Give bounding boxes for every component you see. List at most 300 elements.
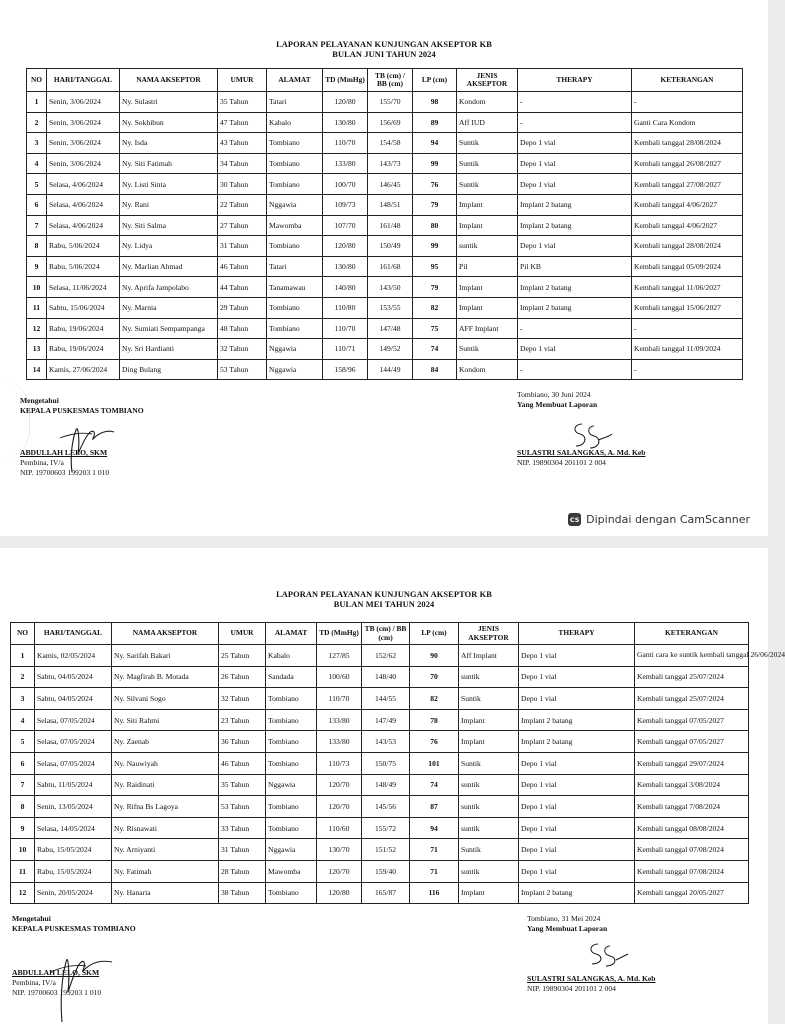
cell-therapy: Depo 1 vial bbox=[519, 752, 635, 774]
cell-no: 12 bbox=[11, 882, 35, 904]
cell-day-date: Senin, 3/06/2024 bbox=[47, 133, 120, 154]
cell-height-weight: 155/72 bbox=[362, 817, 410, 839]
cell-acceptor-type: Kondom bbox=[457, 359, 518, 380]
cell-age: 31 Tahun bbox=[219, 839, 266, 861]
cell-therapy: Depo 1 vial bbox=[519, 688, 635, 710]
cell-notes: Kembali tanggal 07/05/2027 bbox=[635, 731, 749, 753]
cell-address: Tombiano bbox=[266, 709, 317, 731]
cell-height-weight: 156/69 bbox=[368, 112, 413, 133]
cell-acceptor-name: Ny. Fatimah bbox=[112, 860, 219, 882]
cell-height-weight: 159/40 bbox=[362, 860, 410, 882]
cell-waist: 95 bbox=[413, 256, 457, 277]
cell-blood-pressure: 110/70 bbox=[323, 133, 368, 154]
cell-day-date: Selasa, 07/05/2024 bbox=[35, 709, 112, 731]
cell-acceptor-name: Ny. Marlian Ahmad bbox=[120, 256, 218, 277]
cell-address: Tombiano bbox=[266, 688, 317, 710]
cell-day-date: Rabu, 15/05/2024 bbox=[35, 860, 112, 882]
cell-blood-pressure: 120/70 bbox=[317, 774, 362, 796]
visit-table-june bbox=[26, 68, 743, 380]
cell-acceptor-type: Implant bbox=[459, 882, 519, 904]
cell-notes: Kembali tanggal 4/06/2027 bbox=[632, 215, 743, 236]
cell-height-weight: 145/56 bbox=[362, 796, 410, 818]
cell-no: 14 bbox=[27, 359, 47, 380]
cell-acceptor-name: Ny. Magfirah B. Motada bbox=[112, 666, 219, 688]
cell-notes: Kembali tanggal 7/08/2024 bbox=[635, 796, 749, 818]
cell-notes: Kembali tanggal 11/09/2024 bbox=[632, 339, 743, 360]
cell-therapy: Depo 1 vial bbox=[519, 645, 635, 667]
sig-official-name: ABDULLAH LELO, SKM bbox=[12, 968, 100, 977]
cell-notes: Kembali tanggal 3/08/2024 bbox=[635, 774, 749, 796]
cell-acceptor-type: Implant bbox=[457, 297, 518, 318]
cell-height-weight: 151/52 bbox=[362, 839, 410, 861]
table-row bbox=[27, 297, 743, 318]
cell-day-date: Selasa, 07/05/2024 bbox=[35, 731, 112, 753]
cell-waist: 90 bbox=[410, 645, 459, 667]
sig-known-by: Mengetahui bbox=[20, 396, 59, 405]
col-header-acceptor-name: NAMA AKSEPTOR bbox=[112, 623, 219, 645]
sig-reporter-name: SULASTRI SALANGKAS, A. Md. Keb bbox=[517, 448, 646, 457]
cell-therapy: Pil KB bbox=[518, 256, 632, 277]
cell-day-date: Rabu, 19/06/2024 bbox=[47, 339, 120, 360]
cell-therapy: Depo 1 vial bbox=[518, 236, 632, 257]
cell-age: 34 Tahun bbox=[218, 153, 267, 174]
cell-address: Mawomba bbox=[267, 215, 323, 236]
cell-waist: 79 bbox=[413, 277, 457, 298]
cell-therapy: Depo 1 vial bbox=[519, 817, 635, 839]
cell-blood-pressure: 120/80 bbox=[323, 236, 368, 257]
cell-day-date: Senin, 3/06/2024 bbox=[47, 92, 120, 113]
table-row bbox=[27, 153, 743, 174]
cell-no: 3 bbox=[11, 688, 35, 710]
cell-acceptor-type: Implant bbox=[457, 215, 518, 236]
cell-address: Nggawia bbox=[266, 774, 317, 796]
cell-height-weight: 147/48 bbox=[368, 318, 413, 339]
cell-no: 1 bbox=[27, 92, 47, 113]
col-header-age: UMUR bbox=[219, 623, 266, 645]
col-header-blood-pressure: TD (MmHg) bbox=[317, 623, 362, 645]
cell-acceptor-name: Ny. Marnia bbox=[120, 297, 218, 318]
cell-therapy: Implant 2 batang bbox=[519, 731, 635, 753]
sig-official-nip: NIP. 19700603 199203 1 010 bbox=[12, 988, 102, 997]
cell-no: 10 bbox=[27, 277, 47, 298]
cell-no: 4 bbox=[11, 709, 35, 731]
sig-reporter-nip: NIP. 19890304 201101 2 004 bbox=[517, 458, 606, 467]
cell-acceptor-type: Implant bbox=[457, 277, 518, 298]
cell-height-weight: 144/55 bbox=[362, 688, 410, 710]
cell-height-weight: 149/52 bbox=[368, 339, 413, 360]
cell-waist: 78 bbox=[410, 709, 459, 731]
table-header-row bbox=[11, 623, 749, 645]
cell-waist: 76 bbox=[413, 174, 457, 195]
table-row bbox=[27, 215, 743, 236]
cell-day-date: Senin, 3/06/2024 bbox=[47, 112, 120, 133]
cell-acceptor-name: Ny. Sri Hardianti bbox=[120, 339, 218, 360]
cell-address: Nggawia bbox=[266, 839, 317, 861]
table-row bbox=[11, 860, 749, 882]
cell-therapy: Depo 1 vial bbox=[518, 133, 632, 154]
cell-address: Tombiano bbox=[267, 297, 323, 318]
cell-no: 9 bbox=[11, 817, 35, 839]
cell-age: 23 Tahun bbox=[219, 709, 266, 731]
cell-day-date: Kamis, 02/05/2024 bbox=[35, 645, 112, 667]
cell-height-weight: 146/45 bbox=[368, 174, 413, 195]
cell-blood-pressure: 107/70 bbox=[323, 215, 368, 236]
table-row bbox=[11, 752, 749, 774]
col-header-no: NO bbox=[11, 623, 35, 645]
cell-address: Mawomba bbox=[266, 860, 317, 882]
col-header-acceptor-name: NAMA AKSEPTOR bbox=[120, 69, 218, 92]
cell-day-date: Selasa, 4/06/2024 bbox=[47, 174, 120, 195]
sig-position: KEPALA PUSKESMAS TOMBIANO bbox=[20, 406, 144, 415]
cell-day-date: Selasa, 4/06/2024 bbox=[47, 194, 120, 215]
cell-acceptor-type: Implant bbox=[459, 709, 519, 731]
cell-blood-pressure: 133/80 bbox=[323, 153, 368, 174]
cell-age: 38 Tahun bbox=[219, 882, 266, 904]
cell-notes: Kembali tanggal 08/08/2024 bbox=[635, 817, 749, 839]
cell-notes: Kembali tanggal 25/07/2024 bbox=[635, 688, 749, 710]
cell-blood-pressure: 133/80 bbox=[317, 709, 362, 731]
cell-address: Nggawia bbox=[267, 339, 323, 360]
cell-blood-pressure: 110/70 bbox=[323, 318, 368, 339]
cell-acceptor-name: Ny. Nauwiyah bbox=[112, 752, 219, 774]
cell-notes: Kembali tanggal 05/09/2024 bbox=[632, 256, 743, 277]
cell-waist: 99 bbox=[413, 236, 457, 257]
cell-notes: Ganti cara ke suntik kembali tanggal 26/06/2024 bbox=[635, 645, 749, 667]
report-title bbox=[0, 40, 768, 60]
cell-acceptor-name: Ny. Hanaria bbox=[112, 882, 219, 904]
cell-blood-pressure: 130/80 bbox=[323, 256, 368, 277]
cell-blood-pressure: 140/80 bbox=[323, 277, 368, 298]
col-header-no: NO bbox=[27, 69, 47, 92]
col-header-age: UMUR bbox=[218, 69, 267, 92]
cell-notes: Kembali tanggal 20/05/2027 bbox=[635, 882, 749, 904]
sig-reporter-role: Yang Membuat Laporan bbox=[527, 924, 608, 933]
cell-no: 2 bbox=[27, 112, 47, 133]
cell-height-weight: 148/40 bbox=[362, 666, 410, 688]
cell-notes: Kembali tanggal 28/08/2024 bbox=[632, 236, 743, 257]
cell-therapy: Depo 1 vial bbox=[518, 339, 632, 360]
cell-age: 53 Tahun bbox=[218, 359, 267, 380]
cell-day-date: Selasa, 4/06/2024 bbox=[47, 215, 120, 236]
cell-blood-pressure: 110/71 bbox=[323, 339, 368, 360]
col-header-day-date: HARI/TANGGAL bbox=[35, 623, 112, 645]
table-row bbox=[27, 174, 743, 195]
cell-no: 12 bbox=[27, 318, 47, 339]
table-row bbox=[11, 645, 749, 667]
cell-acceptor-name: Ny. Lidya bbox=[120, 236, 218, 257]
sig-known-by: Mengetahui bbox=[12, 914, 51, 923]
cell-height-weight: 161/68 bbox=[368, 256, 413, 277]
cell-blood-pressure: 120/80 bbox=[323, 92, 368, 113]
cell-acceptor-type: Aff Implant bbox=[459, 645, 519, 667]
cell-waist: 75 bbox=[413, 318, 457, 339]
cell-no: 11 bbox=[27, 297, 47, 318]
table-row bbox=[11, 688, 749, 710]
cell-waist: 70 bbox=[410, 666, 459, 688]
cell-address: Tatari bbox=[267, 256, 323, 277]
cell-therapy: Depo 1 vial bbox=[519, 839, 635, 861]
cell-therapy: - bbox=[518, 359, 632, 380]
cell-notes: Kembali tanggal 07/08/2024 bbox=[635, 860, 749, 882]
col-header-therapy: THERAPY bbox=[519, 623, 635, 645]
cell-age: 44 Tahun bbox=[218, 277, 267, 298]
cell-acceptor-type: suntik bbox=[459, 860, 519, 882]
cell-blood-pressure: 109/73 bbox=[323, 194, 368, 215]
cell-acceptor-name: Ny. Risnawati bbox=[112, 817, 219, 839]
table-row bbox=[11, 666, 749, 688]
cell-blood-pressure: 120/80 bbox=[317, 882, 362, 904]
cell-acceptor-type: Suntik bbox=[457, 174, 518, 195]
cell-acceptor-type: suntik bbox=[459, 666, 519, 688]
cell-therapy: Implant 2 batang bbox=[519, 882, 635, 904]
cell-therapy: Depo 1 vial bbox=[518, 153, 632, 174]
cell-no: 1 bbox=[11, 645, 35, 667]
cell-therapy: Implant 2 batang bbox=[518, 277, 632, 298]
cell-acceptor-type: suntik bbox=[459, 817, 519, 839]
cell-notes: - bbox=[632, 318, 743, 339]
cell-therapy: Depo 1 vial bbox=[519, 860, 635, 882]
cell-height-weight: 148/51 bbox=[368, 194, 413, 215]
cell-height-weight: 150/49 bbox=[368, 236, 413, 257]
cell-blood-pressure: 158/96 bbox=[323, 359, 368, 380]
cell-therapy: Depo 1 vial bbox=[519, 774, 635, 796]
table-header-row bbox=[27, 69, 743, 92]
cell-blood-pressure: 100/60 bbox=[317, 666, 362, 688]
cell-address: Tombiano bbox=[267, 133, 323, 154]
cell-address: Tombiano bbox=[266, 882, 317, 904]
cell-blood-pressure: 133/80 bbox=[317, 731, 362, 753]
cell-height-weight: 144/49 bbox=[368, 359, 413, 380]
table-row bbox=[11, 817, 749, 839]
table-row bbox=[27, 92, 743, 113]
cell-acceptor-type: AFF Implant bbox=[457, 318, 518, 339]
table-row bbox=[11, 731, 749, 753]
sig-reporter-name: SULASTRI SALANGKAS, A. Md. Keb bbox=[527, 974, 656, 983]
cell-therapy: Implant 2 batang bbox=[518, 194, 632, 215]
cell-height-weight: 150/75 bbox=[362, 752, 410, 774]
cell-acceptor-name: Ny. Listi Sinta bbox=[120, 174, 218, 195]
cell-age: 46 Tahun bbox=[219, 752, 266, 774]
cell-acceptor-type: Suntik bbox=[459, 839, 519, 861]
cell-no: 5 bbox=[27, 174, 47, 195]
cell-therapy: - bbox=[518, 92, 632, 113]
table-row bbox=[27, 194, 743, 215]
col-header-height-weight: TB (cm) / BB (cm) bbox=[368, 69, 413, 92]
table-body-june bbox=[27, 92, 743, 380]
cell-acceptor-name: Ny. Sulastri bbox=[120, 92, 218, 113]
cell-address: Tombiano bbox=[266, 817, 317, 839]
table-row bbox=[27, 133, 743, 154]
cell-day-date: Rabu, 15/05/2024 bbox=[35, 839, 112, 861]
sig-official-rank: Pembina, IV/a bbox=[12, 978, 56, 987]
cell-address: Tombiano bbox=[267, 318, 323, 339]
cell-age: 29 Tahun bbox=[218, 297, 267, 318]
cell-day-date: Rabu, 19/06/2024 bbox=[47, 318, 120, 339]
cell-age: 46 Tahun bbox=[218, 256, 267, 277]
cell-waist: 116 bbox=[410, 882, 459, 904]
visit-table-may bbox=[10, 622, 785, 904]
handwritten-signature-reporter bbox=[584, 938, 630, 970]
cell-notes: Kembali tanggal 28/08/2024 bbox=[632, 133, 743, 154]
sig-official-rank: Pembina, IV/a bbox=[20, 458, 64, 467]
sig-reporter-nip: NIP. 19890304 201101 2 004 bbox=[527, 984, 616, 993]
col-header-waist: LP (cm) bbox=[410, 623, 459, 645]
col-header-blood-pressure: TD (MmHg) bbox=[323, 69, 368, 92]
cell-age: 28 Tahun bbox=[219, 860, 266, 882]
col-header-notes: KETERANGAN bbox=[635, 623, 749, 645]
cell-acceptor-type: Suntik bbox=[457, 133, 518, 154]
sig-position: KEPALA PUSKESMAS TOMBIANO bbox=[12, 924, 136, 933]
cell-height-weight: 154/58 bbox=[368, 133, 413, 154]
cell-acceptor-type: suntik bbox=[459, 796, 519, 818]
cell-day-date: Sabtu, 15/06/2024 bbox=[47, 297, 120, 318]
sig-official-nip: NIP. 19700603 199203 1 010 bbox=[20, 468, 110, 477]
cell-acceptor-type: Aff IUD bbox=[457, 112, 518, 133]
cell-age: 48 Tahun bbox=[218, 318, 267, 339]
cell-waist: 82 bbox=[413, 297, 457, 318]
table-body-may bbox=[11, 645, 785, 904]
cell-no: 2 bbox=[11, 666, 35, 688]
cell-day-date: Sabtu, 04/05/2024 bbox=[35, 688, 112, 710]
col-header-notes: KETERANGAN bbox=[632, 69, 743, 92]
cell-notes: Ganti Cara Kondom bbox=[632, 112, 743, 133]
cell-address: Tombiano bbox=[267, 174, 323, 195]
cell-notes: Kembali tanggal 27/08/2027 bbox=[632, 174, 743, 195]
col-header-height-weight: TB (cm) / BB (cm) bbox=[362, 623, 410, 645]
col-header-waist: LP (cm) bbox=[413, 69, 457, 92]
sig-place-date: Tombiano, 31 Mei 2024 bbox=[527, 914, 601, 923]
cell-notes: - bbox=[632, 359, 743, 380]
cell-no: 6 bbox=[11, 752, 35, 774]
cell-notes: Kembali tanggal 15/06/2027 bbox=[632, 297, 743, 318]
table-row bbox=[27, 359, 743, 380]
cell-therapy: Depo 1 vial bbox=[519, 796, 635, 818]
cell-day-date: Rabu, 5/06/2024 bbox=[47, 256, 120, 277]
cell-address: Tombiano bbox=[266, 731, 317, 753]
cell-age: 31 Tahun bbox=[218, 236, 267, 257]
cell-acceptor-type: Suntik bbox=[457, 153, 518, 174]
cell-waist: 94 bbox=[413, 133, 457, 154]
cell-day-date: Senin, 20/05/2024 bbox=[35, 882, 112, 904]
cell-day-date: Sabtu, 11/05/2024 bbox=[35, 774, 112, 796]
cell-acceptor-type: Suntik bbox=[457, 339, 518, 360]
report-title-line2: BULAN JUNI TAHUN 2024 bbox=[332, 50, 436, 59]
cell-therapy: - bbox=[518, 318, 632, 339]
cell-blood-pressure: 110/80 bbox=[323, 297, 368, 318]
cell-age: 22 Tahun bbox=[218, 194, 267, 215]
cell-height-weight: 165/87 bbox=[362, 882, 410, 904]
cell-address: Kabalo bbox=[266, 645, 317, 667]
cell-blood-pressure: 127/85 bbox=[317, 645, 362, 667]
cell-waist: 89 bbox=[413, 112, 457, 133]
cell-day-date: Senin, 13/05/2024 bbox=[35, 796, 112, 818]
cell-age: 36 Tahun bbox=[219, 731, 266, 753]
camscanner-text: Dipindai dengan CamScanner bbox=[586, 513, 750, 526]
cell-acceptor-type: suntik bbox=[459, 774, 519, 796]
cell-address: Kabalo bbox=[267, 112, 323, 133]
table-row bbox=[27, 256, 743, 277]
cell-no: 7 bbox=[11, 774, 35, 796]
cell-waist: 71 bbox=[410, 860, 459, 882]
cell-address: Tatari bbox=[267, 92, 323, 113]
cell-acceptor-type: Implant bbox=[459, 731, 519, 753]
cell-blood-pressure: 120/70 bbox=[317, 860, 362, 882]
cell-age: 25 Tahun bbox=[219, 645, 266, 667]
cell-waist: 79 bbox=[413, 194, 457, 215]
cell-acceptor-name: Ding Bulang bbox=[120, 359, 218, 380]
cell-no: 10 bbox=[11, 839, 35, 861]
table-row bbox=[27, 236, 743, 257]
cell-age: 35 Tahun bbox=[218, 92, 267, 113]
cell-waist: 87 bbox=[410, 796, 459, 818]
cell-day-date: Selasa, 11/06/2024 bbox=[47, 277, 120, 298]
cell-no: 4 bbox=[27, 153, 47, 174]
cell-no: 5 bbox=[11, 731, 35, 753]
cell-age: 32 Tahun bbox=[219, 688, 266, 710]
cell-no: 8 bbox=[11, 796, 35, 818]
cell-age: 27 Tahun bbox=[218, 215, 267, 236]
table-row bbox=[11, 774, 749, 796]
cell-blood-pressure: 120/70 bbox=[317, 796, 362, 818]
cell-age: 30 Tahun bbox=[218, 174, 267, 195]
cell-height-weight: 143/53 bbox=[362, 731, 410, 753]
sig-reporter-role: Yang Membuat Laporan bbox=[517, 400, 598, 409]
col-header-day-date: HARI/TANGGAL bbox=[47, 69, 120, 92]
cell-waist: 74 bbox=[410, 774, 459, 796]
handwritten-signature-reporter bbox=[566, 418, 616, 452]
camscanner-badge bbox=[568, 513, 750, 526]
col-header-address: ALAMAT bbox=[267, 69, 323, 92]
report-title-line1: LAPORAN PELAYANAN KUNJUNGAN AKSEPTOR KB bbox=[276, 40, 492, 49]
cell-waist: 84 bbox=[413, 359, 457, 380]
cell-height-weight: 143/73 bbox=[368, 153, 413, 174]
cell-blood-pressure: 130/70 bbox=[317, 839, 362, 861]
cell-waist: 71 bbox=[410, 839, 459, 861]
cell-age: 47 Tahun bbox=[218, 112, 267, 133]
cell-height-weight: 153/55 bbox=[368, 297, 413, 318]
handwritten-signature-head bbox=[50, 410, 120, 480]
col-header-acceptor-type: JENIS AKSEPTOR bbox=[457, 69, 518, 92]
cell-therapy: Implant 2 batang bbox=[518, 215, 632, 236]
cell-therapy: Implant 2 batang bbox=[519, 709, 635, 731]
cell-acceptor-name: Ny. Raidinati bbox=[112, 774, 219, 796]
cell-notes: - bbox=[632, 92, 743, 113]
col-header-acceptor-type: JENIS AKSEPTOR bbox=[459, 623, 519, 645]
cell-notes: Kembali tanggal 25/07/2024 bbox=[635, 666, 749, 688]
cell-acceptor-type: suntik bbox=[457, 236, 518, 257]
cell-waist: 98 bbox=[413, 92, 457, 113]
cell-acceptor-type: Implant bbox=[457, 194, 518, 215]
cell-address: Nggawia bbox=[267, 194, 323, 215]
cell-address: Tanamawau bbox=[267, 277, 323, 298]
cell-acceptor-name: Ny. Rifna Bs Lagoya bbox=[112, 796, 219, 818]
cell-waist: 74 bbox=[413, 339, 457, 360]
report-title-line2: BULAN MEI TAHUN 2024 bbox=[333, 600, 435, 609]
cell-no: 13 bbox=[27, 339, 47, 360]
cell-blood-pressure: 100/70 bbox=[323, 174, 368, 195]
cell-acceptor-name: Ny. Siti Fatimah bbox=[120, 153, 218, 174]
cell-no: 11 bbox=[11, 860, 35, 882]
table-row bbox=[11, 709, 749, 731]
sig-official-name: ABDULLAH LELO, SKM bbox=[20, 448, 108, 457]
cell-notes: Kembali tanggal 29/07/2024 bbox=[635, 752, 749, 774]
cell-acceptor-name: Ny. Zaenab bbox=[112, 731, 219, 753]
table-row bbox=[27, 318, 743, 339]
cell-acceptor-name: Ny. Silvani Sogo bbox=[112, 688, 219, 710]
cell-acceptor-type: Kondom bbox=[457, 92, 518, 113]
cell-address: Tombiano bbox=[267, 236, 323, 257]
col-header-address: ALAMAT bbox=[266, 623, 317, 645]
